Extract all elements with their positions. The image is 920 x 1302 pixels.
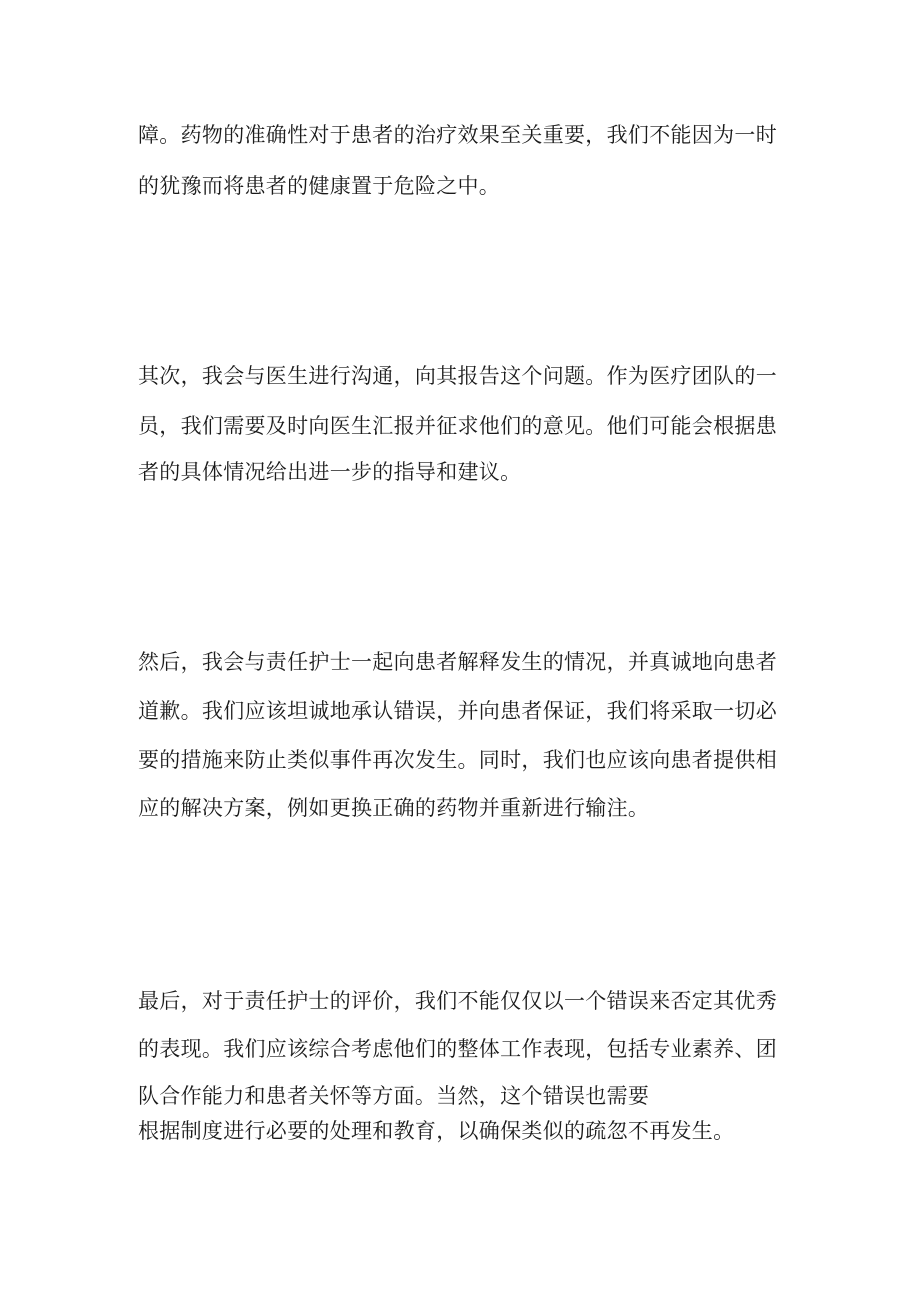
text-line: 根据制度进行必要的处理和教育，以确保类似的疏忽不再发生。 [138, 1119, 735, 1143]
text-line: 最后，对于责任护士的评价，我们不能仅仅以一个错误来否定其优秀 [138, 989, 777, 1013]
text-line: 道歉。我们应该坦诚地承认错误，并向患者保证，我们将采取一切必 [138, 699, 777, 723]
text-line: 然后，我会与责任护士一起向患者解释发生的情况，并真诚地向患者 [138, 650, 777, 674]
text-line: 员，我们需要及时向医生汇报并征求他们的意见。他们可能会根据患 [138, 414, 777, 438]
text-line: 要的措施来防止类似事件再次发生。同时，我们也应该向患者提供相 [138, 748, 777, 772]
text-line: 障。药物的准确性对于患者的治疗效果至关重要，我们不能因为一时 [138, 123, 777, 147]
text-line: 者的具体情况给出进一步的指导和建议。 [138, 460, 522, 484]
text-line: 应的解决方案，例如更换正确的药物并重新进行输注。 [138, 796, 650, 820]
text-line: 的表现。我们应该综合考虑他们的整体工作表现，包括专业素养、团 [138, 1037, 777, 1061]
text-line: 的犹豫而将患者的健康置于危险之中。 [138, 174, 501, 198]
text-line: 其次，我会与医生进行沟通，向其报告这个问题。作为医疗团队的一 [138, 364, 777, 388]
text-line: 队合作能力和患者关怀等方面。当然，这个错误也需要 [138, 1084, 650, 1108]
